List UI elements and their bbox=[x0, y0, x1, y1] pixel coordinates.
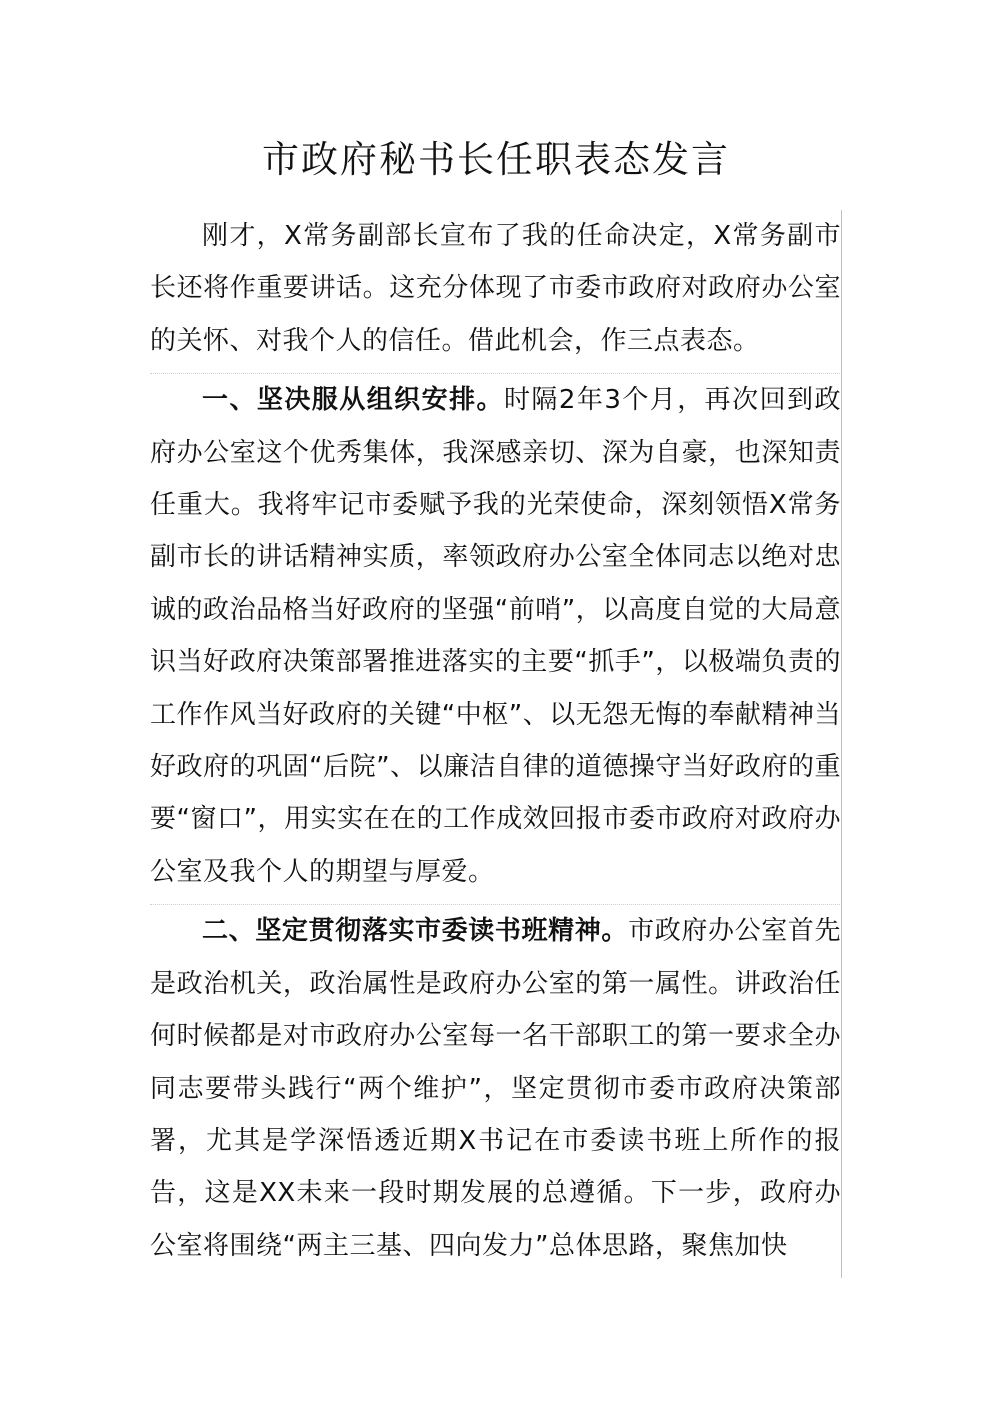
document-body bbox=[150, 210, 842, 1278]
paragraph-text: 刚才，X常务副部长宣布了我的任命决定，X常务副市长还将作重要讲话。这充分体现了市委市政府对政府办公室的关怀、对我个人的信任。借此机会，作三点表态。 bbox=[150, 221, 841, 356]
paragraph-text: 市政府办公室首先是政治机关，政治属性是政府办公室的第一属性。讲政治任何时候都是对市政府办公室每一名干部职工的第一要求全办同志要带头践行“两个维护”，坚定贯彻市委市政府决策部署，尤其是学深悟透近期X书记在市委读书班上所作的报告，这是XX未来一段时期发展的总遵循。下一步，政府办公室将围绕“两主三基、四向发力”总体思路，聚焦加快 bbox=[150, 916, 841, 1261]
paragraph-lead: 一、坚决服从组织安排。 bbox=[202, 385, 504, 416]
paragraph-text: 时隔2年3个月，再次回到政府办公室这个优秀集体，我深感亲切、深为自豪，也深知责任重大。我将牢记市委赋予我的光荣使命，深刻领悟X常务副市长的讲话精神实质，率领政府办公室全体同志以绝对忠诚的政治品格当好政府的坚强“前哨”，以高度自觉的大局意识当好政府决策部署推进落实的主要“抓手”，以极端负责的工作作风当好政府的关键“中枢”、以无怨无悔的奉献精神当好政府的巩固“后院”、以廉洁自律的道德操守当好政府的重要“窗口”，用实实在在的工作成效回报市委市政府对政府办公室及我个人的期望与厚爱。 bbox=[150, 385, 841, 887]
paragraph-point-one bbox=[150, 374, 842, 905]
paragraph-intro bbox=[150, 210, 842, 374]
page-title: 市政府秘书长任职表态发言 bbox=[262, 138, 730, 181]
paragraph-lead: 二、坚定贯彻落实市委读书班精神。 bbox=[202, 916, 629, 947]
paragraph-point-two bbox=[150, 905, 842, 1278]
